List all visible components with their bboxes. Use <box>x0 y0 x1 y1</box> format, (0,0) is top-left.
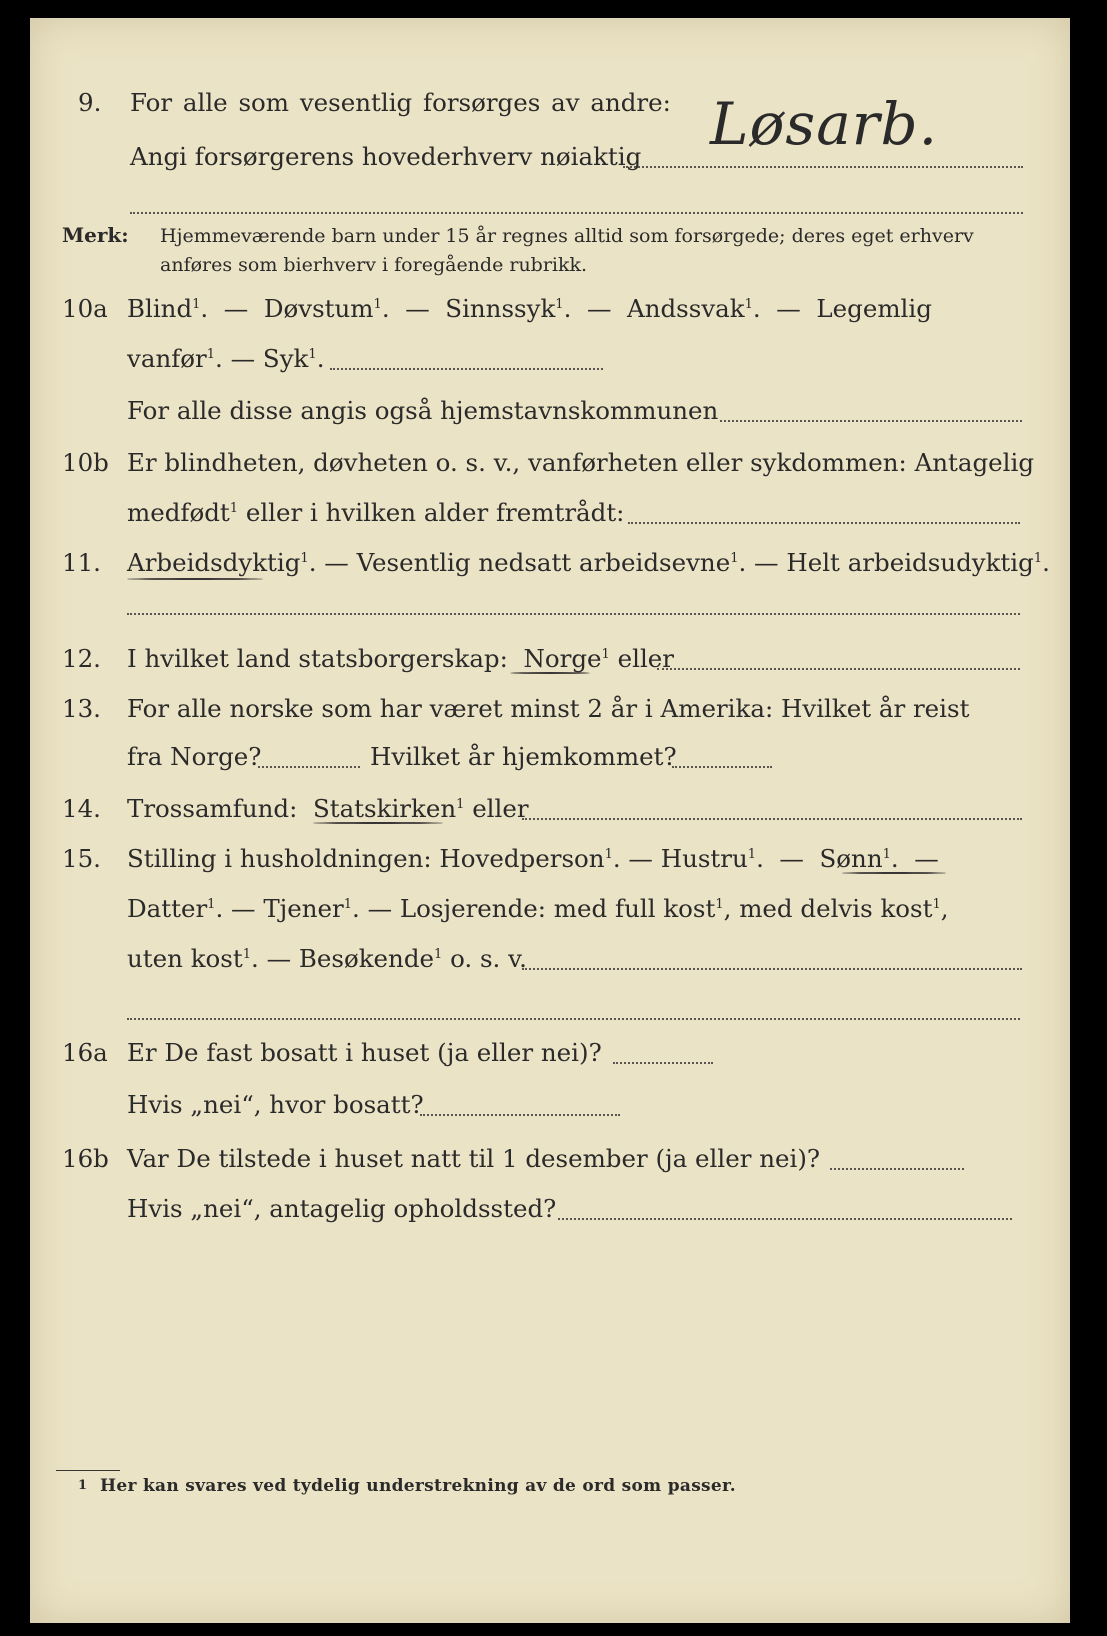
opt-statskirken[interactable]: Statskirken <box>312 794 457 823</box>
opt-dovstum[interactable]: Døvstum <box>263 294 374 323</box>
q10b-line2: medfødt$^1$ eller i hvilken alder fremtrådt: <box>127 498 625 527</box>
q10b-number: 10b <box>62 448 109 477</box>
census-form-page <box>30 18 1070 1623</box>
q13-hjem-line[interactable] <box>672 766 772 768</box>
opt-syk[interactable]: Syk <box>262 344 309 373</box>
q13-fra: fra Norge? <box>127 742 262 771</box>
q10b-answer-line[interactable] <box>628 522 1020 524</box>
opt-sonn[interactable]: Sønn <box>819 844 883 873</box>
q15-line2: Datter$^1$. — Tjener$^1$. — Losjerende: med full kost$^1$, med delvis kost$^1$, <box>127 894 949 923</box>
opt-hustru[interactable]: Hustru <box>660 844 748 873</box>
opt-medfodt[interactable]: medfødt <box>127 498 230 527</box>
opt-tjener[interactable]: Tjener <box>263 894 344 923</box>
q14-answer-line[interactable] <box>522 818 1022 820</box>
q15-extra-line[interactable] <box>127 1018 1020 1020</box>
merk-label: Merk: <box>62 223 129 247</box>
q13-line1: For alle norske som har været minst 2 år i Amerika: Hvilket år reist <box>127 694 970 723</box>
merk-line1: Hjemmeværende barn under 15 år regnes alltid som forsørgede; deres eget erhverv <box>160 225 974 247</box>
q16b-line1: Var De tilstede i huset natt til 1 desember (ja eller nei)? <box>127 1144 821 1173</box>
q9-line1: For alle som vesentlig forsørges av andre: <box>130 88 671 117</box>
opt-norge[interactable]: Norge <box>523 644 602 673</box>
q15-line1: Stilling i husholdningen: Hovedperson$^1$. — Hustru$^1$. — Sønn$^1$. — <box>127 844 939 873</box>
opt-legemlig[interactable]: Legemlig <box>816 294 932 323</box>
opt-datter[interactable]: Datter <box>127 894 208 923</box>
underline-statskirken <box>313 822 443 824</box>
q10a-line2: vanfør$^1$. — Syk$^1$. <box>127 344 325 373</box>
q16a-answer-line[interactable] <box>613 1062 713 1064</box>
opt-arbeidsdyktig[interactable]: Arbeidsdyktig <box>127 548 301 577</box>
q15-answer-line[interactable] <box>522 968 1022 970</box>
q12-answer-line[interactable] <box>657 668 1020 670</box>
opt-andssvak[interactable]: Andssvak <box>627 294 745 323</box>
q14-number: 14. <box>62 794 101 823</box>
q16a-line2: Hvis „nei“, hvor bosatt? <box>127 1090 424 1119</box>
merk-line2: anføres som bierhverv i foregående rubrikk. <box>160 254 588 276</box>
underline-norge <box>510 672 590 674</box>
q13-reist-line[interactable] <box>258 766 360 768</box>
q10a-kommune-line[interactable] <box>720 420 1022 422</box>
q11-number: 11. <box>62 548 101 577</box>
q11-line: Arbeidsdyktig$^1$. — Vesentlig nedsatt arbeidsevne$^1$. — Helt arbeidsudyktig$^1$. <box>127 548 1050 577</box>
q11-extra-line[interactable] <box>127 613 1020 615</box>
underline-arbeidsdyktig <box>127 578 263 580</box>
q16a-bosatt-line[interactable] <box>420 1114 620 1116</box>
footnote-mark: 1 <box>78 1478 88 1493</box>
q13-hjem: Hvilket år hjemkommet? <box>370 742 677 771</box>
q16b-line2: Hvis „nei“, antagelig opholdssted? <box>127 1194 557 1223</box>
opt-blind[interactable]: Blind <box>127 294 193 323</box>
q14-line: Trossamfund: Statskirken$^1$ eller <box>127 794 529 823</box>
q15-line3: uten kost$^1$. — Besøkende$^1$ o. s. v. <box>127 944 527 973</box>
q9-line2: Angi forsørgerens hovederhverv nøiaktig <box>130 142 642 171</box>
q13-number: 13. <box>62 694 101 723</box>
footnote-rule <box>56 1470 120 1471</box>
opt-sinnssyk[interactable]: Sinnssyk <box>445 294 556 323</box>
underline-sonn <box>842 872 946 874</box>
opt-udyktig[interactable]: Helt arbeidsudyktig <box>786 548 1034 577</box>
opt-nedsatt[interactable]: Vesentlig nedsatt arbeidsevne <box>356 548 731 577</box>
q9-number: 9. <box>78 88 102 117</box>
footnote-text: Her kan svares ved tydelig understrekning av de ord som passer. <box>100 1476 736 1496</box>
q15-number: 15. <box>62 844 101 873</box>
q10a-number: 10a <box>62 294 108 323</box>
q12-line: I hvilket land statsborgerskap: Norge$^1$ eller <box>127 644 675 673</box>
q16a-number: 16a <box>62 1038 108 1067</box>
opt-vanfor[interactable]: vanfør <box>127 344 207 373</box>
q12-number: 12. <box>62 644 101 673</box>
q9-answer-line[interactable] <box>623 166 1023 168</box>
q10a-answer-line[interactable] <box>330 368 603 370</box>
q10a-line3: For alle disse angis også hjemstavnskommunen <box>127 396 719 425</box>
q16a-line1: Er De fast bosatt i huset (ja eller nei)? <box>127 1038 602 1067</box>
q10b-line1: Er blindheten, døvheten o. s. v., vanførheten eller sykdommen: Antagelig <box>127 448 1035 477</box>
q9-handwritten-answer: Løsarb. <box>710 90 939 158</box>
q16b-number: 16b <box>62 1144 109 1173</box>
q16b-opholdssted-line[interactable] <box>558 1218 1012 1220</box>
q10a-line1: Blind$^1$. — Døvstum$^1$. — Sinnssyk$^1$. — Andssvak$^1$. — Legemlig <box>127 294 932 323</box>
q16b-answer-line[interactable] <box>830 1168 964 1170</box>
q9-extra-line[interactable] <box>130 212 1023 214</box>
